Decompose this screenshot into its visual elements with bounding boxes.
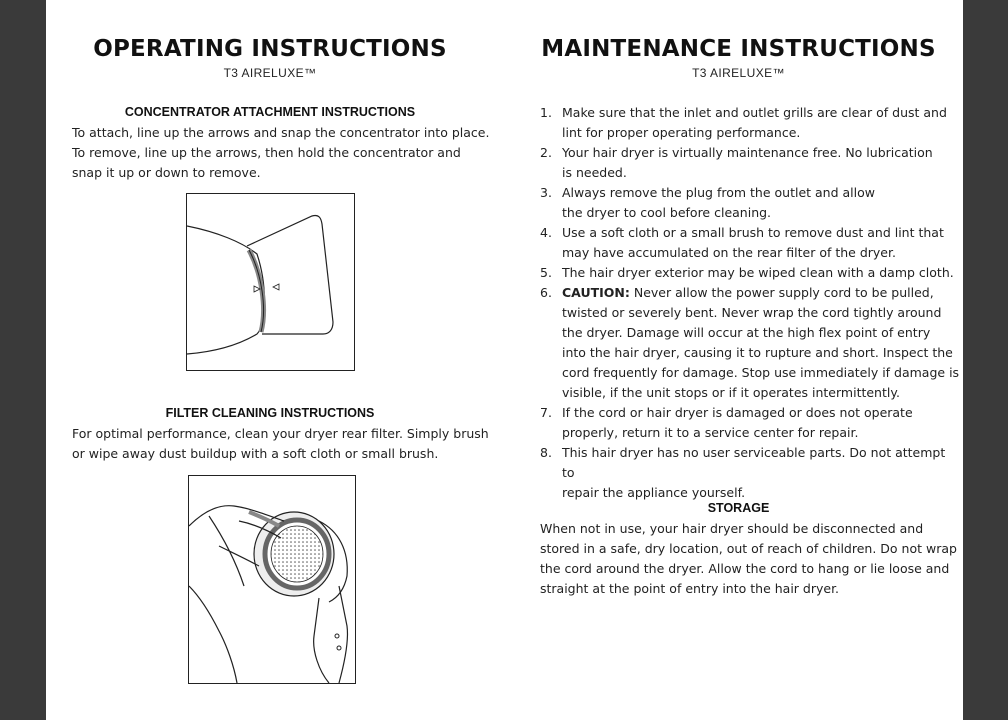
storage-line: stored in a safe, dry location, out of reach of children. Do not wrap <box>540 541 957 556</box>
list-item: 2. Your hair dryer is virtually maintenance free. No lubrication is needed. <box>540 145 933 180</box>
maintenance-model: T3 AIRELUXE™ <box>692 66 785 80</box>
list-item: 8. This hair dryer has no user serviceable parts. Do not attempt to repair the appliance yourself. <box>540 445 946 500</box>
filter-text <box>72 424 512 464</box>
concentrator-line: snap it up or down to remove. <box>72 165 261 180</box>
concentrator-text <box>72 123 512 183</box>
maintenance-title: MAINTENANCE INSTRUCTIONS <box>541 36 936 62</box>
list-item: 1. Make sure that the inlet and outlet grills are clear of dust and lint for proper operating performance. <box>540 105 947 140</box>
concentrator-drawing <box>187 194 354 370</box>
arrow-left-icon <box>273 284 279 290</box>
caution-label: CAUTION: <box>562 285 630 300</box>
storage-line: the cord around the dryer. Allow the cord to hang or lie loose and <box>540 561 950 576</box>
concentrator-heading: CONCENTRATOR ATTACHMENT INSTRUCTIONS <box>124 105 416 119</box>
storage-text <box>540 519 960 599</box>
list-item: 4. Use a soft cloth or a small brush to remove dust and lint that may have accumulated on the rear filter of the dryer. <box>540 225 944 260</box>
manual-page <box>46 0 963 720</box>
list-item: 5. The hair dryer exterior may be wiped clean with a damp cloth. <box>540 265 954 280</box>
storage-line: When not in use, your hair dryer should be disconnected and <box>540 521 924 536</box>
storage-heading: STORAGE <box>707 501 770 515</box>
list-item: 7. If the cord or hair dryer is damaged or does not operate properly, return it to a service center for repair. <box>540 405 913 440</box>
filter-line: or wipe away dust buildup with a soft cloth or small brush. <box>72 446 439 461</box>
concentrator-line: To remove, line up the arrows, then hold the concentrator and <box>72 145 461 160</box>
operating-title: OPERATING INSTRUCTIONS <box>93 36 447 62</box>
filter-heading: FILTER CLEANING INSTRUCTIONS <box>165 406 375 420</box>
storage-line: straight at the point of entry into the hair dryer. <box>540 581 840 596</box>
filter-drawing <box>189 476 355 683</box>
concentrator-line: To attach, line up the arrows and snap the concentrator into place. <box>72 125 490 140</box>
maintenance-list <box>540 103 960 503</box>
operating-model: T3 AIRELUXE™ <box>223 66 317 80</box>
filter-cleaning-illustration <box>188 475 356 684</box>
list-item: 3. Always remove the plug from the outlet and allow the dryer to cool before cleaning. <box>540 185 875 220</box>
concentrator-illustration <box>186 193 355 371</box>
filter-line: For optimal performance, clean your dryer rear filter. Simply brush <box>72 426 489 441</box>
list-item: 6. CAUTION: Never allow the power supply cord to be pulled, twisted or severely bent. Never wrap the cord tightly around the dryer. Damage will occur at the high flex point of entry into the hair dryer, causing it to rupture and short. Inspect the cord frequently for damage. Stop use immediately if damage is visible, if the unit stops or if it operates intermittently. <box>540 285 960 400</box>
